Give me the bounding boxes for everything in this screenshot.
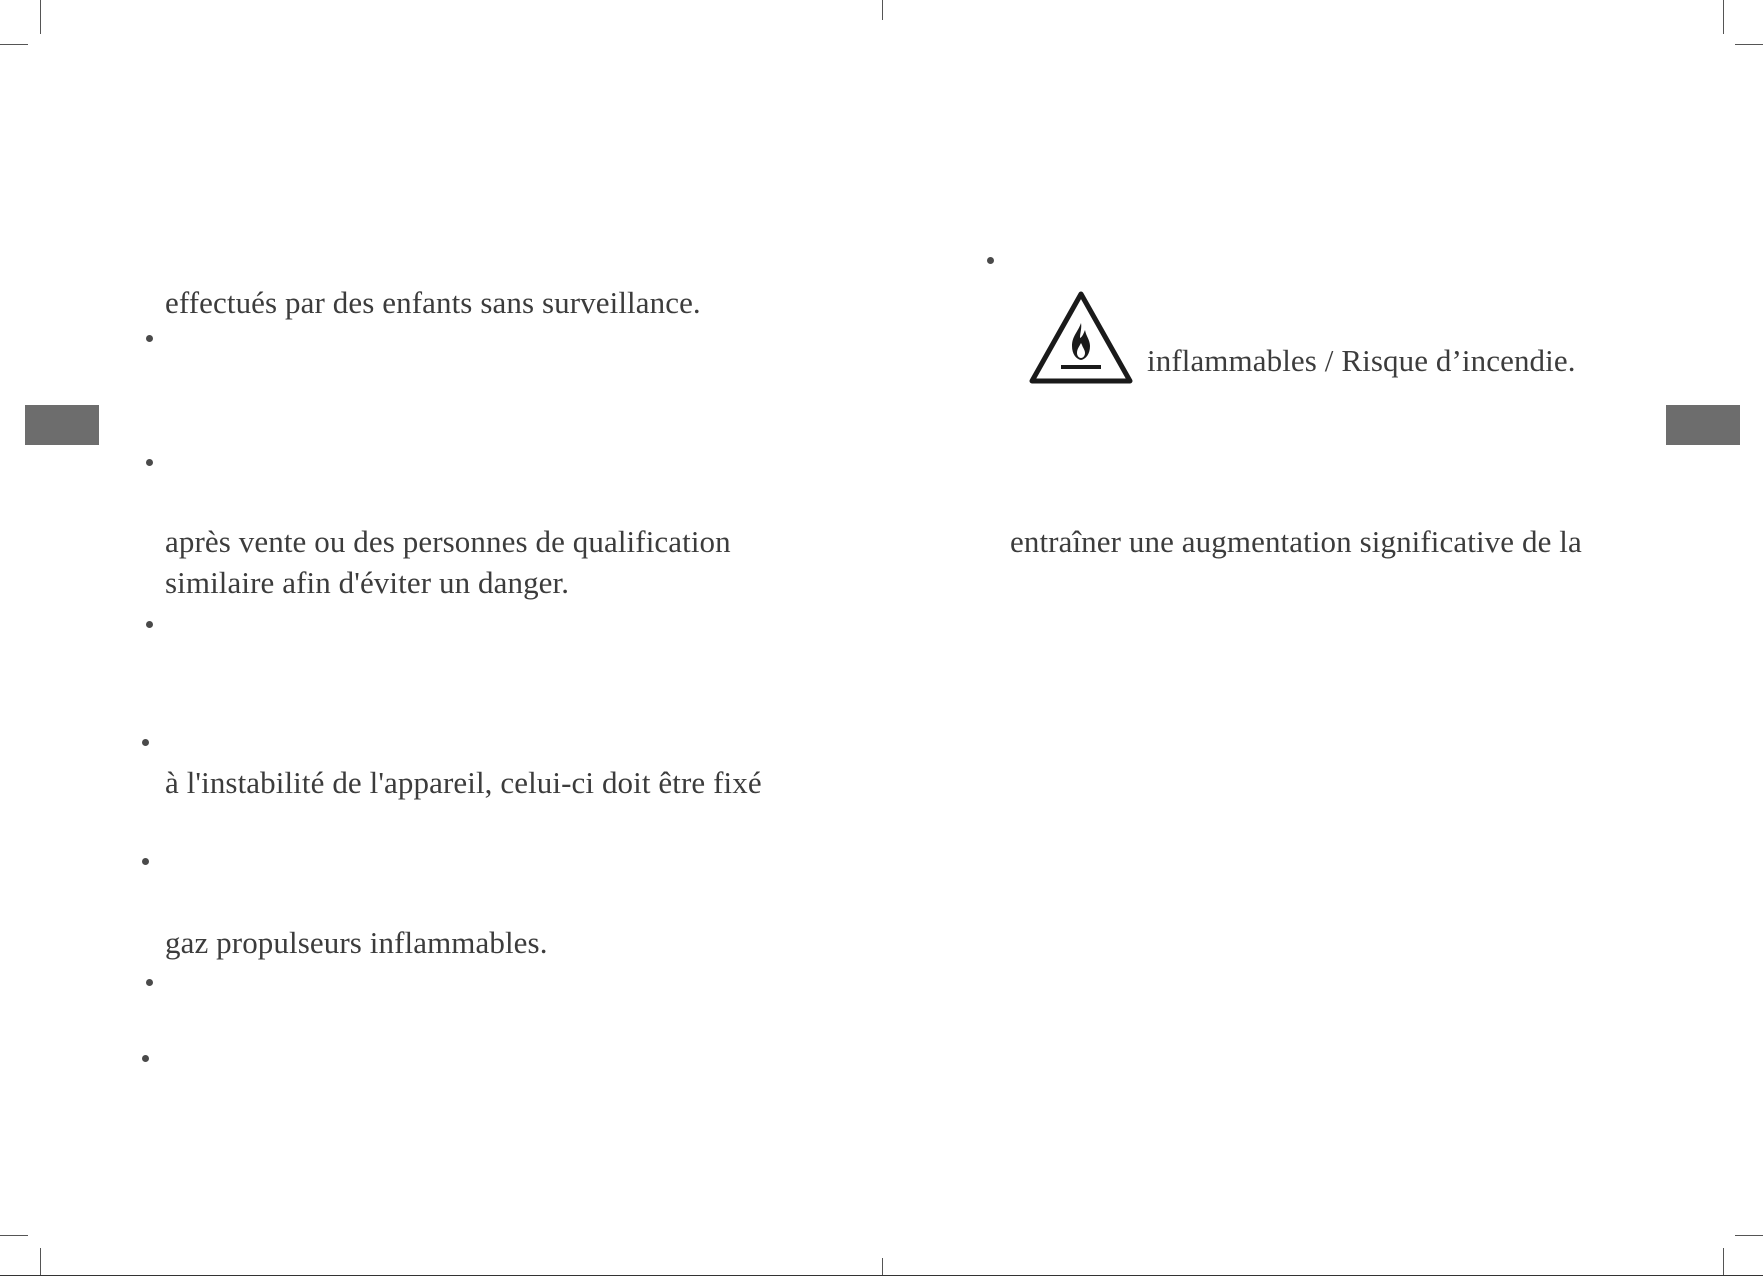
right-line-2: entraîner une augmentation significative de la <box>1010 524 1582 559</box>
left-line-4: à l'instabilité de l'appareil, celui-ci doit être fixé <box>165 765 762 800</box>
list-bullet <box>142 739 149 746</box>
crop-mark <box>0 44 28 45</box>
list-bullet <box>146 335 153 342</box>
flammable-warning-icon <box>1028 290 1134 385</box>
list-bullet <box>987 257 994 264</box>
list-bullet <box>146 459 153 466</box>
crop-mark <box>1735 44 1763 45</box>
crop-mark <box>882 0 883 20</box>
list-bullet <box>142 1055 149 1062</box>
right-section-tab <box>1666 405 1740 445</box>
crop-mark <box>1723 0 1724 34</box>
left-line-1: effectués par des enfants sans surveillance. <box>165 285 701 320</box>
crop-mark <box>1723 1248 1724 1276</box>
crop-mark <box>882 1258 883 1276</box>
crop-mark <box>40 0 41 34</box>
crop-mark <box>40 1248 41 1276</box>
right-line-1: inflammables / Risque d’incendie. <box>1147 343 1576 378</box>
left-line-5: gaz propulseurs inflammables. <box>165 925 548 960</box>
left-section-tab <box>25 405 99 445</box>
list-bullet <box>146 979 153 986</box>
list-bullet <box>142 858 149 865</box>
crop-mark <box>1735 1235 1763 1236</box>
left-line-3: similaire afin d'éviter un danger. <box>165 565 570 600</box>
list-bullet <box>146 621 153 628</box>
crop-mark <box>0 1235 28 1236</box>
left-line-2: après vente ou des personnes de qualification <box>165 524 731 559</box>
